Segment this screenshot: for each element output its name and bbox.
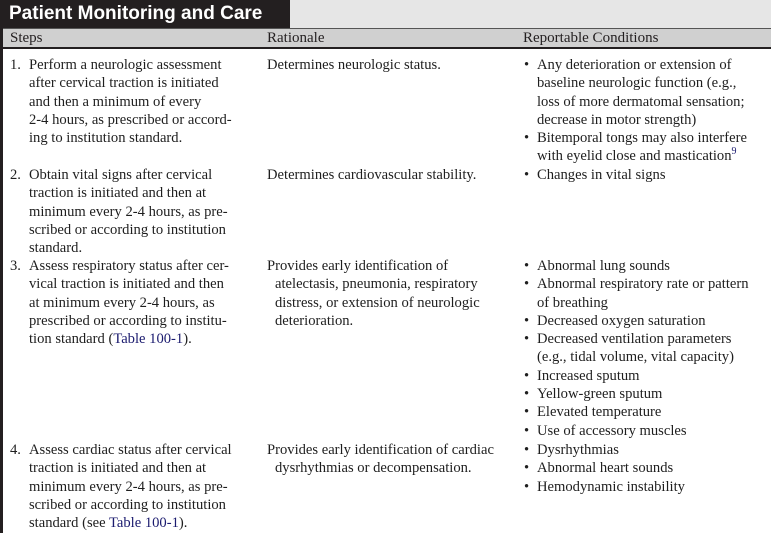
condition-line: Dysrhythmias: [537, 442, 619, 458]
step-line: ).: [183, 331, 192, 348]
step-line: Obtain vital signs after cervical: [29, 167, 213, 183]
condition-line: Changes in vital signs: [537, 167, 666, 183]
condition-line: decrease in motor strength): [537, 111, 697, 128]
left-border-rule: [0, 28, 3, 533]
column-header-rationale: Rationale: [267, 30, 325, 46]
condition-line: with eyelid close and mastication: [537, 148, 732, 165]
condition-line: Use of accessory muscles: [537, 422, 687, 439]
condition-item: [523, 330, 771, 367]
step-line: minimum every 2-4 hours, as pre-: [29, 478, 228, 495]
step-text: [10, 441, 260, 532]
condition-line: Bitemporal tongs may also interfere: [537, 130, 747, 147]
condition-item: [523, 422, 771, 440]
bullet-icon: •: [524, 442, 530, 458]
table-row-3-rationale: [267, 257, 517, 330]
step-line: Assess cardiac status after cervical: [29, 442, 232, 458]
rationale-line: distress, or extension of neurologic: [275, 294, 480, 311]
condition-line: Abnormal lung sounds: [537, 258, 670, 274]
step-line: vical traction is initiated and then: [29, 276, 224, 293]
step-line: ).: [178, 515, 188, 532]
table-row-1-conditions: [523, 56, 771, 166]
bullet-icon: •: [524, 386, 530, 403]
title-bar: [0, 0, 771, 28]
table-row-2-step: [10, 166, 260, 257]
step-line: scribed or according to institution: [29, 496, 226, 513]
condition-item: [523, 257, 771, 275]
bullet-icon: •: [524, 167, 530, 183]
rationale-text: Determines neurologic status.: [267, 57, 441, 73]
step-line: ing to institution standard.: [29, 130, 183, 147]
condition-line: (e.g., tidal volume, vital capacity): [537, 349, 734, 366]
condition-item: [523, 166, 771, 184]
table-100-1-link[interactable]: Table 100-1: [113, 331, 184, 348]
condition-item: [523, 478, 771, 496]
condition-line: Any deterioration or extension of: [537, 57, 732, 73]
bullet-icon: •: [524, 460, 530, 477]
rationale-text: Determines cardiovascular stability.: [267, 167, 477, 183]
step-number: 3.: [10, 258, 21, 274]
condition-line: Hemodynamic instability: [537, 478, 685, 495]
step-line: traction is initiated and then at: [29, 460, 207, 477]
condition-line: Abnormal heart sounds: [537, 460, 674, 477]
table-100-1-link[interactable]: Table 100-1: [108, 515, 179, 532]
bullet-icon: •: [524, 404, 530, 421]
table-row-4-conditions: [523, 441, 771, 496]
step-text: [10, 166, 260, 257]
table-row-3-step: [10, 257, 260, 348]
page-title: Patient Monitoring and Care: [0, 0, 290, 28]
rationale-line: Provides early identification of cardiac: [267, 442, 494, 458]
table-row-4-step: [10, 441, 260, 532]
condition-item: [523, 129, 771, 166]
condition-item: [523, 275, 771, 312]
step-number: 1.: [10, 57, 21, 73]
condition-line: baseline neurologic function (e.g.,: [537, 75, 737, 92]
bullet-icon: •: [524, 312, 530, 329]
step-line: at minimum every 2-4 hours, as: [29, 294, 215, 311]
rationale-text: [267, 441, 517, 478]
condition-line: Decreased ventilation parameters: [537, 331, 732, 348]
table-row-1-rationale: [267, 56, 517, 74]
bullet-icon: •: [524, 130, 530, 147]
bullet-icon: •: [524, 422, 530, 439]
bullet-icon: •: [524, 57, 530, 73]
condition-item: [523, 459, 771, 477]
step-line: Perform a neurologic assessment: [29, 57, 222, 73]
condition-item: [523, 367, 771, 385]
condition-line: loss of more dermatomal sensation;: [537, 93, 745, 110]
bullet-icon: •: [524, 367, 530, 384]
rationale-line: deterioration.: [275, 312, 354, 329]
bullet-icon: •: [524, 276, 530, 293]
table-row-1-step: [10, 56, 260, 147]
condition-item: [523, 312, 771, 330]
step-line: standard.: [29, 240, 83, 257]
table-row-2-rationale: [267, 166, 517, 184]
reference-superscript[interactable]: 9: [731, 146, 737, 158]
table-header: [0, 28, 771, 49]
bullet-icon: •: [524, 258, 530, 274]
condition-line: Increased sputum: [537, 367, 640, 384]
step-text: [10, 56, 260, 147]
condition-item: [523, 441, 771, 459]
step-line: tion standard (: [29, 331, 114, 348]
condition-item: [523, 56, 771, 129]
step-line: standard (see: [29, 515, 109, 532]
condition-item: [523, 385, 771, 403]
table-row-3-conditions: [523, 257, 771, 440]
bullet-icon: •: [524, 478, 530, 495]
bullet-icon: •: [524, 331, 530, 348]
step-line: 2-4 hours, as prescribed or accord-: [29, 111, 232, 128]
rationale-line: atelectasis, pneumonia, respiratory: [275, 276, 478, 293]
step-line: and then a minimum of every: [29, 93, 202, 110]
condition-line: Decreased oxygen saturation: [537, 312, 706, 329]
condition-line: Yellow-green sputum: [537, 386, 663, 403]
column-header-reportable-conditions: Reportable Conditions: [523, 30, 659, 46]
step-number: 2.: [10, 167, 21, 183]
condition-line: of breathing: [537, 294, 608, 311]
rationale-line: dysrhythmias or decompensation.: [275, 460, 472, 477]
step-line: minimum every 2-4 hours, as pre-: [29, 203, 228, 220]
condition-item: [523, 403, 771, 421]
column-header-steps: Steps: [10, 30, 43, 46]
table-row-2-conditions: [523, 166, 771, 184]
step-text: [10, 257, 260, 348]
condition-line: Elevated temperature: [537, 404, 662, 421]
step-number: 4.: [10, 442, 21, 458]
step-line: traction is initiated and then at: [29, 185, 207, 202]
step-line: scribed or according to institution: [29, 221, 226, 238]
rationale-text: [267, 257, 517, 330]
condition-line: Abnormal respiratory rate or pattern: [537, 276, 749, 293]
table-row-4-rationale: [267, 441, 517, 478]
step-line: after cervical traction is initiated: [29, 75, 219, 92]
rationale-line: Provides early identification of: [267, 258, 449, 274]
step-line: Assess respiratory status after cer-: [29, 258, 229, 274]
step-line: prescribed or according to institu-: [29, 312, 227, 329]
